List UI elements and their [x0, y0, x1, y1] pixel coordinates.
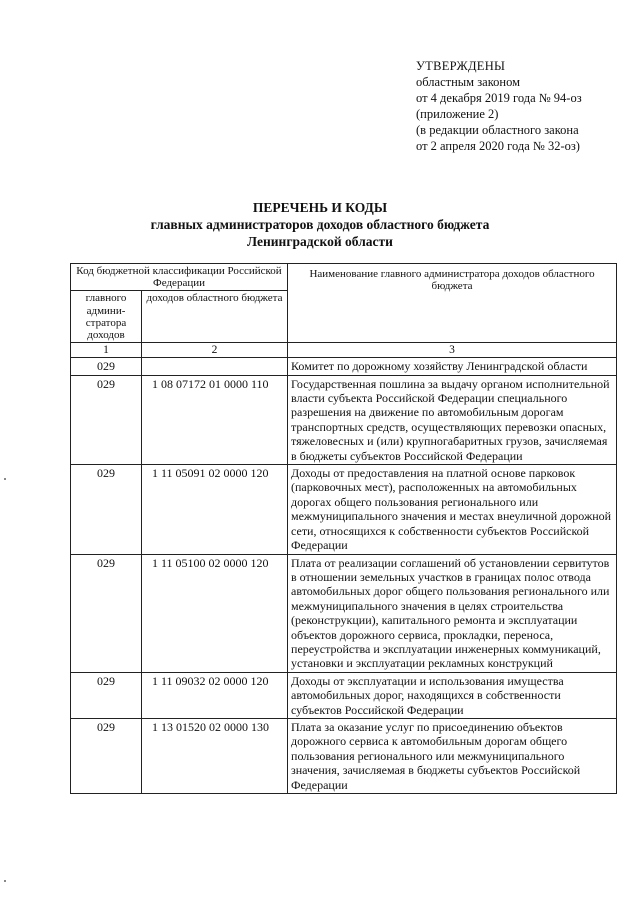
title-line-1: ПЕРЕЧЕНЬ И КОДЫ — [252, 200, 388, 215]
column-number: 3 — [288, 343, 617, 358]
admin-code-cell: 029 — [71, 465, 142, 554]
header-administrator-name: Наименование главного администратора доходов областного бюджета — [288, 264, 617, 343]
approval-block — [416, 58, 582, 154]
name-cell: Комитет по дорожному хозяйству Ленинградской области — [288, 358, 617, 375]
admin-code-cell: 029 — [71, 375, 142, 464]
scan-speck — [4, 478, 6, 480]
name-cell: Доходы от предоставления на платной основе парковок (парковочных мест), расположенных на автомобильных дорогах общего пользования регионального или межмуниципального значения и местах внеуличной дорожной сети, относящихся к собственности субъектов Российской Федерации — [288, 465, 617, 554]
approval-line: от 2 апреля 2020 года № 32-оз) — [416, 139, 580, 153]
approval-line: (приложение 2) — [416, 107, 499, 121]
column-number: 2 — [142, 343, 288, 358]
admin-code-cell: 029 — [71, 554, 142, 672]
scan-speck — [4, 880, 6, 882]
approval-line: от 4 декабря 2019 года № 94-оз — [416, 91, 582, 105]
revenue-code-cell: 1 11 09032 02 0000 120 — [142, 672, 288, 718]
admin-code-cell: 029 — [71, 358, 142, 375]
name-cell: Плата за оказание услуг по присоединению объектов дорожного сервиса к автомобильным дорогам общего пользования регионального или межмуниципального значения, зачисляемая в бюджеты субъектов Российской Федерации — [288, 718, 617, 793]
revenue-code-cell — [142, 358, 288, 375]
header-revenue-code: доходов областного бюджета — [142, 291, 288, 343]
approval-line: областным законом — [416, 75, 521, 89]
approval-line: (в редакции областного закона — [416, 123, 579, 137]
title-line-3: Ленинградской области — [247, 234, 393, 249]
table-row — [71, 358, 617, 375]
revenue-code-cell: 1 13 01520 02 0000 130 — [142, 718, 288, 793]
revenue-code-cell: 1 11 05100 02 0000 120 — [142, 554, 288, 672]
table-row — [71, 554, 617, 672]
name-cell: Государственная пошлина за выдачу органом исполнительной власти субъекта Российской Федерации специального разрешения на движение по автомобильным дорогам транспортных средств, осуществляющих перевозки опасных, тяжеловесных и (или) крупногабаритных грузов, зачисляемая в бюджеты субъектов Российской Федерации — [288, 375, 617, 464]
table-row — [71, 672, 617, 718]
name-cell: Доходы от эксплуатации и использования имущества автомобильных дорог, находящихся в собственности субъектов Российской Федерации — [288, 672, 617, 718]
document-title — [0, 199, 640, 250]
header-admin-code: главного админи-стратора доходов — [71, 291, 142, 343]
admin-code-cell: 029 — [71, 672, 142, 718]
title-line-2: главных администраторов доходов областного бюджета — [150, 217, 490, 232]
name-cell: Плата от реализации соглашений об установлении сервитутов в отношении земельных участков в границах полос отвода автомобильных дорог общего пользования регионального или межмуниципального значения в целях строительства (реконструкции), капитального ремонта и эксплуатации объектов дорожного сервиса, прокладки, переноса, переустройства и эксплуатации инженерных коммуникаций, установки и эксплуатации рекламных конструкций — [288, 554, 617, 672]
header-budget-classification: Код бюджетной классификации Российской Федерации — [71, 264, 288, 291]
admin-code-cell: 029 — [71, 718, 142, 793]
table-row — [71, 718, 617, 793]
approval-heading: УТВЕРЖДЕНЫ — [416, 59, 506, 73]
table-row — [71, 375, 617, 464]
column-number: 1 — [71, 343, 142, 358]
revenue-code-cell: 1 11 05091 02 0000 120 — [142, 465, 288, 554]
table-row — [71, 465, 617, 554]
revenue-code-cell: 1 08 07172 01 0000 110 — [142, 375, 288, 464]
revenue-codes-table — [70, 263, 617, 794]
